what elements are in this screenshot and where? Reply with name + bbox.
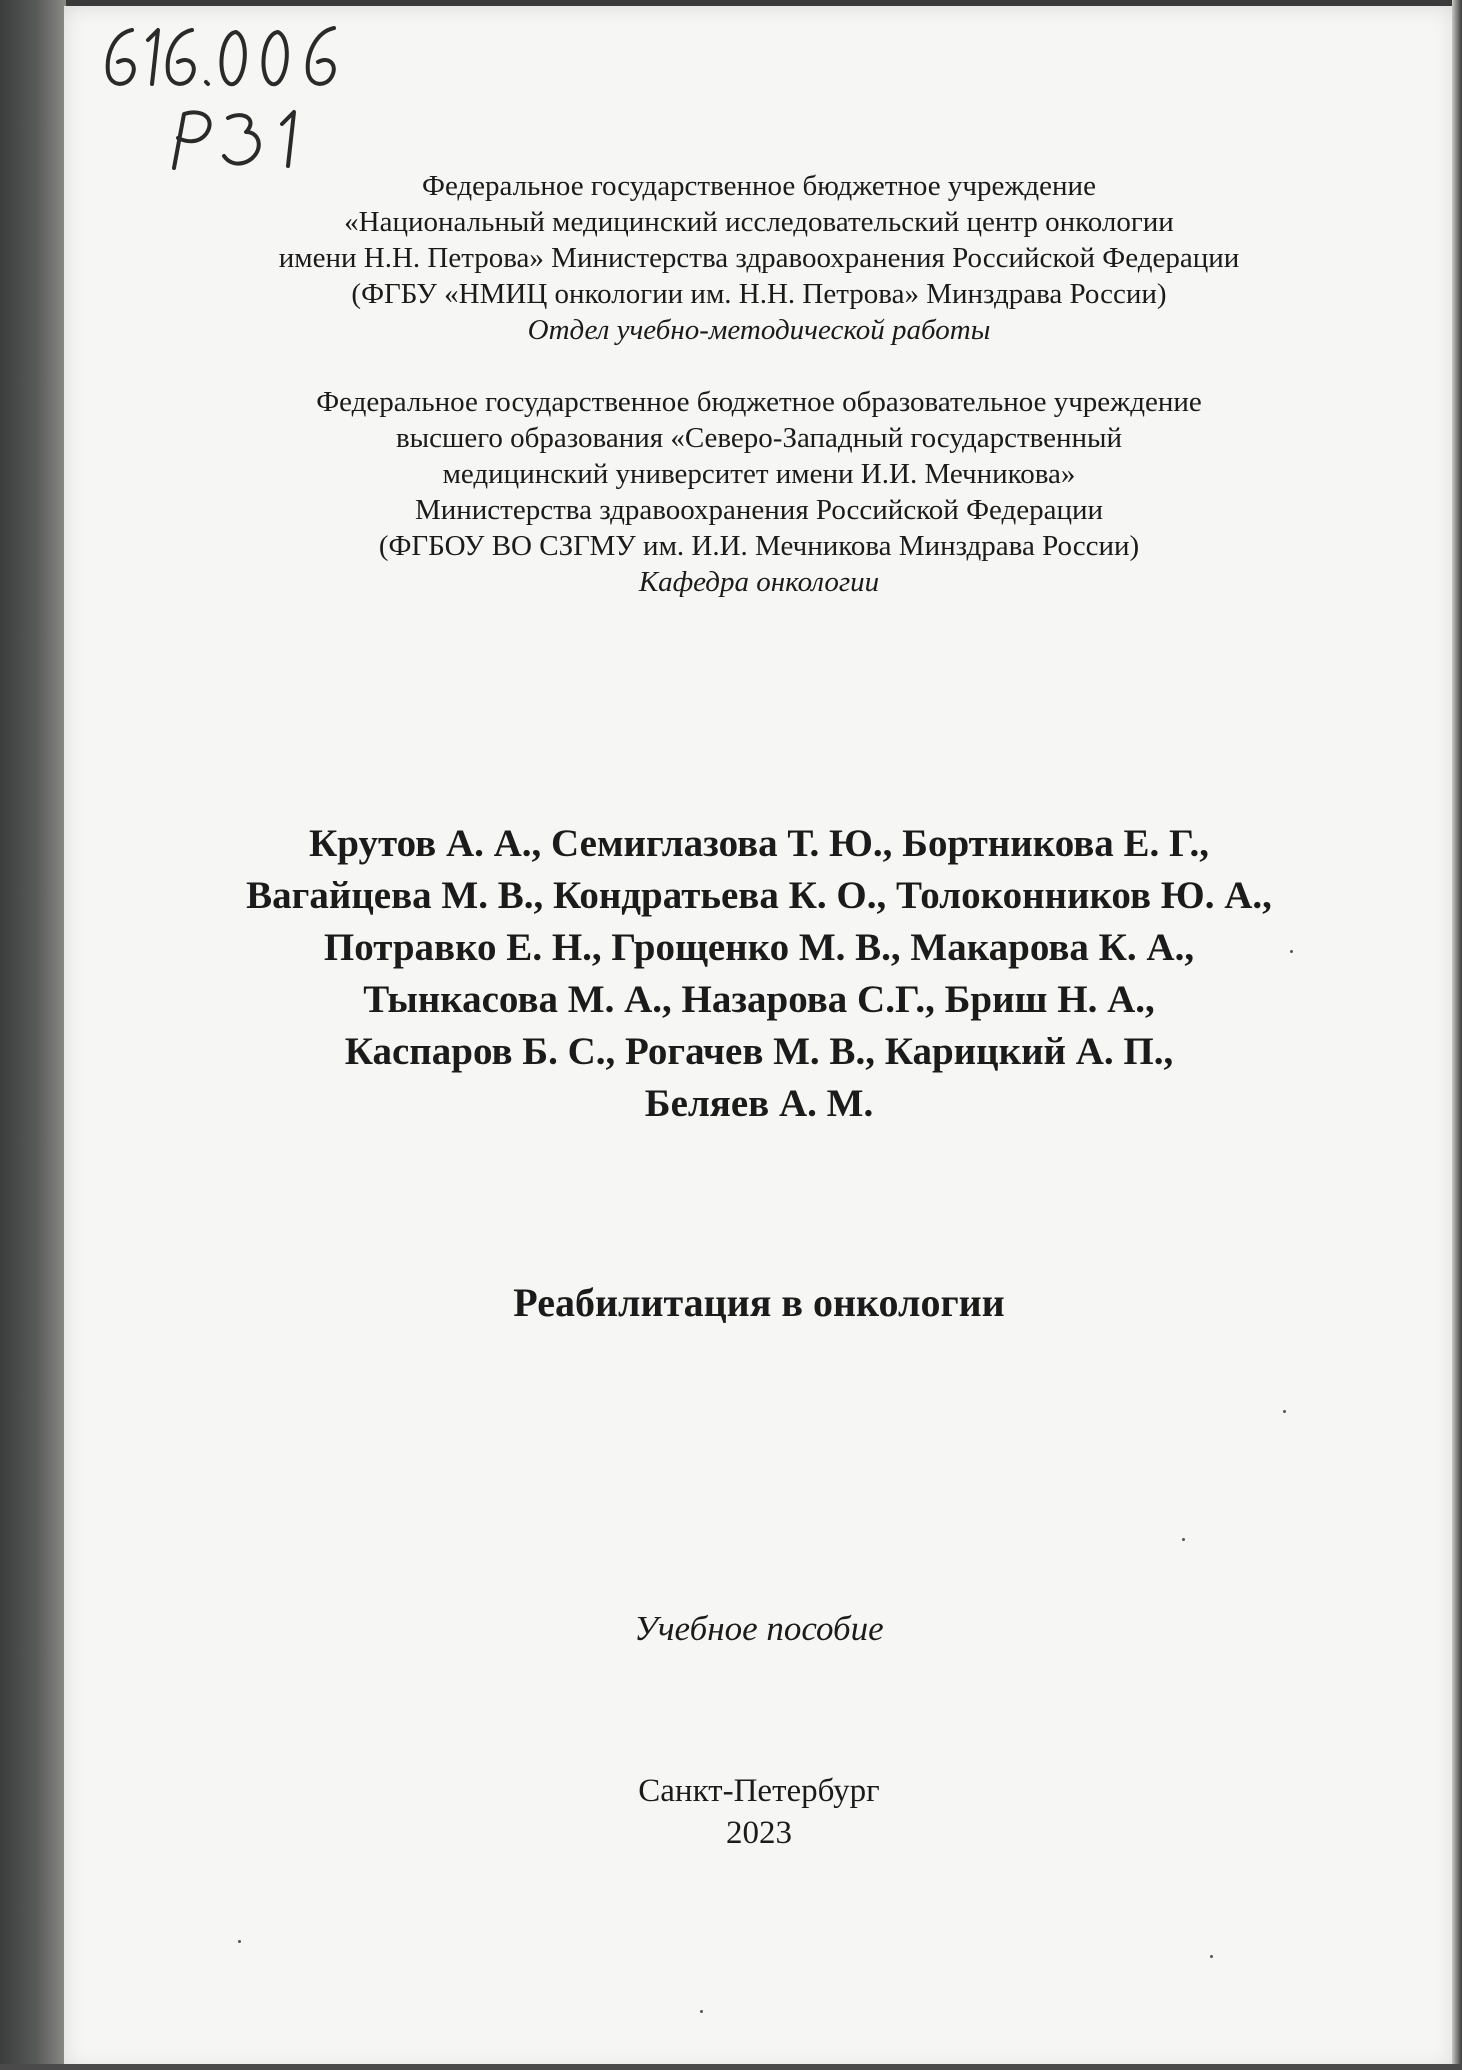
author-line: Потравко Е. Н., Грощенко М. В., Макарова К. А., xyxy=(323,926,1195,969)
scan-bottom-edge xyxy=(0,2064,1462,2070)
institution-2-line-1: Федеральное государственное бюджетное образовательное учреждение xyxy=(316,386,1202,418)
author-line: Каспаров Б. С., Рогачев М. В., Карицкий А. П., xyxy=(344,1030,1174,1073)
author-line: Крутов А. А., Семиглазова Т. Ю., Бортникова Е. Г., xyxy=(309,822,1209,865)
institution-2-line-4: Министерства здравоохранения Российской Федерации xyxy=(414,494,1104,526)
institution-1-department: Отдел учебно-методической работы xyxy=(527,314,991,346)
institution-2-line-5: (ФГБОУ ВО СЗГМУ им. И.И. Мечникова Минздрава России) xyxy=(378,530,1140,562)
imprint-year: 2023 xyxy=(726,1815,792,1851)
dust-speck xyxy=(1182,1538,1185,1541)
dust-speck xyxy=(1283,1410,1286,1413)
institution-1-line-3: имени Н.Н. Петрова» Министерства здравоохранения Российской Федерации xyxy=(278,242,1240,274)
author-line: Беляев А. М. xyxy=(644,1082,874,1125)
institution-1-line-2: «Национальный медицинский исследовательский центр онкологии xyxy=(344,206,1174,238)
institution-1-line-4: (ФГБУ «НМИЦ онкологии им. Н.Н. Петрова» Минздрава России) xyxy=(351,278,1167,310)
author-list xyxy=(64,818,1454,1130)
dust-speck xyxy=(700,2010,703,2013)
imprint-city: Санкт-Петербург xyxy=(638,1773,880,1809)
dust-speck xyxy=(1290,950,1293,953)
institution-2-line-3: медицинский университет имени И.И. Мечникова» xyxy=(442,458,1076,490)
institution-1-line-1: Федеральное государственное бюджетное учреждение xyxy=(422,170,1096,202)
institution-2 xyxy=(64,384,1454,600)
dust-speck xyxy=(238,1940,241,1943)
institution-1 xyxy=(64,168,1454,348)
institution-2-line-2: высшего образования «Северо-Западный государственный xyxy=(395,422,1123,454)
author-line: Вагайцева М. В., Кондратьева К. О., Толоконников Ю. А., xyxy=(246,874,1272,917)
imprint xyxy=(64,1770,1454,1854)
author-line: Тынкасова М. А., Назарова С.Г., Бриш Н. А., xyxy=(363,978,1155,1021)
handwritten-shelfmark xyxy=(92,16,392,176)
institution-2-department: Кафедра онкологии xyxy=(638,566,880,598)
dust-speck xyxy=(1210,1955,1213,1958)
publication-type: Учебное пособие xyxy=(634,1609,884,1648)
book-title: Реабилитация в онкологии xyxy=(513,1280,1005,1325)
scan-left-edge xyxy=(0,0,66,2070)
